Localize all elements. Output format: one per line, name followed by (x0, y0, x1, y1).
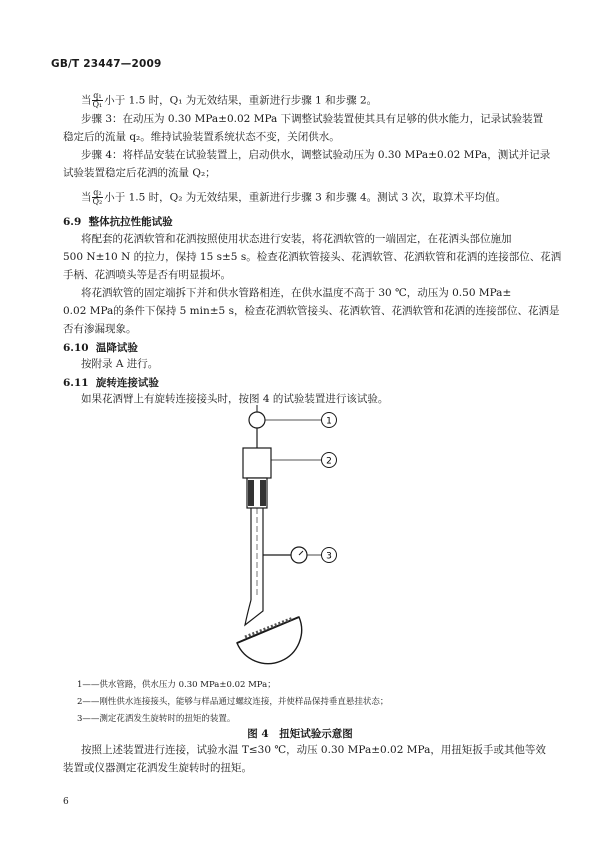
paragraph-ratio-2 (81, 189, 506, 206)
ratio-prefix: 当 (81, 191, 92, 204)
supply-pipe (249, 405, 265, 448)
step4-line1: 步骤 4：将样品安装在试验装置上，启动供水，调整试验动压为 0.30 MPa±0.02 MPa，测试并记录 (81, 149, 551, 161)
step4-line2: 试验装置稳定后花洒的流量 Q₂； (63, 167, 216, 179)
section-6-9-p1-l1: 将配套的花洒软管和花洒按照使用状态进行安装，将花洒软管的一端固定，在花洒头部位施加 (81, 233, 512, 245)
section-6-11-heading (63, 375, 159, 390)
closing-line1: 按照上述装置进行连接，试验水温 T≤30 ℃，动压 0.30 MPa±0.02 MPa，用扭矩扳手或其他等效 (81, 744, 546, 756)
section-6-9-heading (63, 214, 173, 229)
figure-caption: 图 4 扭矩试验示意图 (247, 728, 353, 740)
ratio-fraction (92, 92, 104, 109)
section-number: 6.9 (63, 216, 82, 228)
ratio-prefix: 当 (81, 94, 92, 107)
callout-label-1: 1 (326, 416, 332, 427)
section-6-9-p2-l3: 否有渗漏现象。 (63, 323, 137, 335)
torque-test-diagram (215, 405, 375, 665)
section-number: 6.11 (63, 377, 89, 389)
section-6-9-p1-l2: 500 N±10 N 的拉力，保持 15 s±5 s。检查花洒软管接头、花洒软管、花洒软管和花洒的连接部位、花洒 (63, 251, 562, 263)
callout-label-3: 3 (326, 551, 332, 562)
page-number: 6 (63, 797, 69, 807)
paragraph-ratio-1 (81, 92, 377, 109)
torque-gauge (263, 547, 307, 563)
section-number: 6.10 (63, 342, 89, 354)
legend-item-3: 3——测定花洒发生旋转时的扭矩的装置。 (77, 714, 236, 724)
callout-label-2: 2 (326, 456, 332, 467)
fraction-denominator: Q₂ (92, 197, 103, 206)
section-6-9-p1-l3: 手柄、花洒喷头等是否有明显损坏。 (63, 269, 231, 281)
section-6-9-p2-l2: 0.02 MPa的条件下保持 5 min±5 s，检查花洒软管接头、花洒软管、花洒软管和花洒的连接部位、花洒是 (63, 305, 560, 317)
ratio-fraction (92, 189, 104, 206)
ratio-text: 小于 1.5 时，Q₂ 为无效结果，重新进行步骤 3 和步骤 4。测试 3 次，取算术平均值。 (104, 191, 507, 204)
closing-line2: 装置或仪器测定花洒发生旋转时的扭矩。 (63, 762, 252, 774)
section-title: 整体抗拉性能试验 (88, 216, 173, 228)
legend-item-1: 1——供水管路，供水压力 0.30 MPa±0.02 MPa； (77, 680, 276, 690)
shower-arm (251, 508, 263, 600)
shower-head (237, 600, 302, 664)
section-6-11-text: 如果花洒臂上有旋转连接接头时，按图 4 的试验装置进行该试验。 (81, 393, 389, 405)
step3-line2: 稳定后的流量 q₂。维持试验装置系统状态不变，关闭供水。 (63, 131, 340, 143)
ratio-text: 小于 1.5 时，Q₁ 为无效结果，重新进行步骤 1 和步骤 2。 (104, 94, 378, 107)
step3-line1: 步骤 3：在动压为 0.30 MPa±0.02 MPa 下调整试验装置使其具有足够的供水能力，记录试验装置 (81, 113, 544, 125)
section-title: 旋转连接试验 (95, 377, 159, 389)
legend-item-2: 2——刚性供水连接接头，能够与样品通过螺纹连接，并使样品保持垂直悬挂状态； (77, 697, 389, 707)
fraction-numerator: q₁ (93, 91, 102, 100)
fraction-denominator: Q₁ (92, 100, 103, 109)
section-6-10-text: 按附录 A 进行。 (81, 358, 159, 370)
standard-code: GB/T 23447—2009 (51, 58, 162, 70)
fraction-numerator: q₂ (93, 188, 102, 197)
section-title: 温降试验 (95, 342, 138, 354)
section-6-10-heading (63, 340, 138, 355)
rigid-connector (243, 448, 271, 508)
section-6-9-p2-l1: 将花洒软管的固定端拆下并和供水管路相连，在供水温度不高于 30 ℃，动压为 0.50 MPa± (81, 287, 512, 299)
